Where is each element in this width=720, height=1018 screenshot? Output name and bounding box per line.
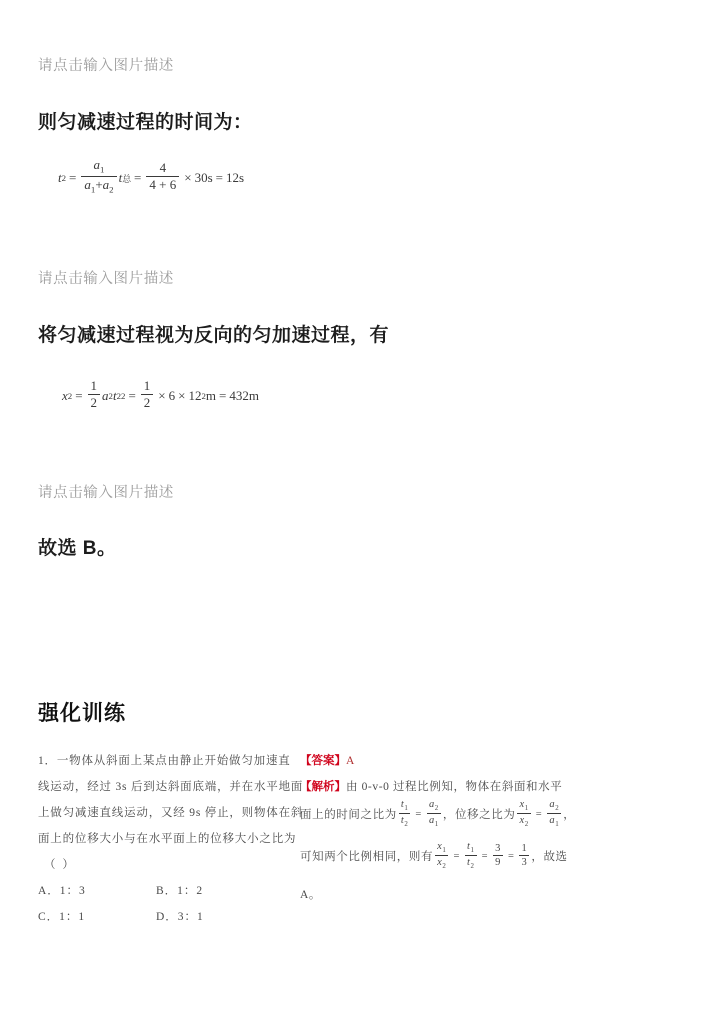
formula2-result: 432m	[229, 388, 259, 404]
image-caption-2: 请点击输入图片描述	[38, 271, 174, 287]
formula2-t: t	[112, 388, 117, 404]
formula2-eq3: =	[219, 388, 227, 404]
analysis-line-3-prefix: 可知两个比例相同，则有	[300, 851, 434, 863]
formula1-lhs: t	[58, 170, 62, 186]
analysis-line-2-prefix: 面上的时间之比为	[300, 809, 397, 821]
formula1-eq2: =	[134, 170, 142, 186]
option-row	[38, 878, 293, 904]
formula2-a: a	[102, 388, 109, 404]
formula2-a-sub: 2	[108, 391, 113, 402]
analysis-fraction-t1-t2: $\frac{t_1}{t_2}$ = $\frac{a_2}{a_1}$	[400, 798, 439, 829]
analysis-line-1	[300, 774, 580, 800]
formula2-times2: ×	[178, 388, 186, 404]
formula2-unit: m	[205, 388, 217, 404]
formula2-eq1: =	[75, 388, 83, 404]
heading-final-answer: 故选 B。	[38, 538, 117, 559]
formula2-lhs: x	[62, 388, 68, 404]
formula2-half2-den: 2	[141, 394, 154, 410]
formula2-lhs-sub: 2	[67, 391, 73, 402]
formula1-t-total: t	[118, 170, 123, 186]
formula1-f1-num: $a_1$	[93, 157, 105, 175]
analysis-line-3	[300, 842, 580, 872]
formula1-result: 12s	[225, 170, 245, 186]
formula-displacement-x2	[62, 378, 259, 411]
formula2-eq2: =	[128, 388, 136, 404]
formula1-eq1: =	[69, 170, 77, 186]
option-row	[38, 904, 293, 930]
image-caption-3: 请点击输入图片描述	[38, 485, 174, 501]
formula1-fraction-4-over-10	[146, 161, 179, 191]
formula1-value: 30s	[194, 170, 213, 186]
formula2-t-sup: 2	[121, 391, 126, 402]
option-b[interactable]: B．1：2	[156, 885, 204, 897]
answer-blank-parenthesis: （ ）	[44, 859, 76, 871]
formula1-times: ×	[184, 170, 192, 186]
question-line: 上做匀减速直线运动，又经 9s 停止，则物体在斜	[38, 807, 304, 819]
analysis-line-2-suffix: ，	[563, 809, 576, 821]
formula1-f1-den: $a_1+a_2$	[81, 176, 116, 195]
image-caption-1: 请点击输入图片描述	[38, 58, 174, 74]
analysis-final-ratio: $\frac{x_1}{x_2}$ = $\frac{t_1}{t_2}$ = $\frac{3}{9}$ = $\frac{1}{3}$	[437, 840, 528, 871]
answer-value: A	[346, 755, 355, 767]
formula1-t-total-sub: 总	[122, 173, 132, 184]
option-c[interactable]: C．1：1	[38, 911, 86, 923]
heading-reverse-acceleration: 将匀减速过程视为反向的匀加速过程，有	[38, 325, 390, 346]
formula1-fraction-a1-over-sum	[81, 158, 116, 195]
question-line: 线运动，经过 3s 后到达斜面底端，并在水平地面	[38, 781, 304, 793]
formula2-six: 6	[168, 388, 176, 404]
formula1-lhs-sub: 2	[61, 173, 67, 184]
formula2-half2-num: 1	[143, 378, 151, 394]
question-line: 1．一物体从斜面上某点由静止开始做匀加速直	[38, 755, 291, 767]
formula2-half1-den: 2	[88, 394, 101, 410]
exercise-question-column	[38, 748, 304, 930]
formula1-f2-den: 4 + 6	[146, 176, 179, 192]
formula2-t-sub: 2	[116, 391, 122, 402]
analysis-line-1-text: 由 0-v-0 过程比例知，物体在斜面和水平	[346, 781, 563, 793]
analysis-fraction-x1-x2: $\frac{x_1}{x_2}$ = $\frac{a_2}{a_1}$	[519, 798, 560, 829]
formula2-half1-num: 1	[90, 378, 98, 394]
analysis-tag: 【解析】	[300, 781, 346, 793]
heading-deceleration-time: 则匀减速过程的时间为：	[38, 112, 253, 133]
option-d[interactable]: D．3：1	[156, 911, 204, 923]
question-line: 面上的位移大小与在水平面上的位移大小之比为	[38, 833, 297, 845]
formula1-eq3: =	[215, 170, 223, 186]
formula2-twelve: 12	[188, 388, 202, 404]
formula2-times1: ×	[158, 388, 166, 404]
formula2-half-1	[88, 379, 101, 409]
answer-line	[300, 748, 580, 774]
analysis-line-2-mid: ，位移之比为	[442, 809, 516, 821]
analysis-line-4: A。	[300, 889, 322, 901]
formula2-half-2	[141, 379, 154, 409]
answer-tag: 【答案】	[300, 755, 346, 767]
exercise-answer-column	[300, 748, 580, 908]
analysis-line-3-suffix: ，故选	[531, 851, 568, 863]
analysis-line-2	[300, 800, 580, 830]
formula-deceleration-time	[58, 157, 245, 197]
section-title-intensive-training: 强化训练	[38, 702, 126, 725]
formula1-f2-num: 4	[159, 160, 167, 176]
exercise-block	[38, 748, 682, 928]
option-a[interactable]: A．1：3	[38, 885, 86, 897]
formula2-twelve-sup: 2	[201, 391, 206, 402]
